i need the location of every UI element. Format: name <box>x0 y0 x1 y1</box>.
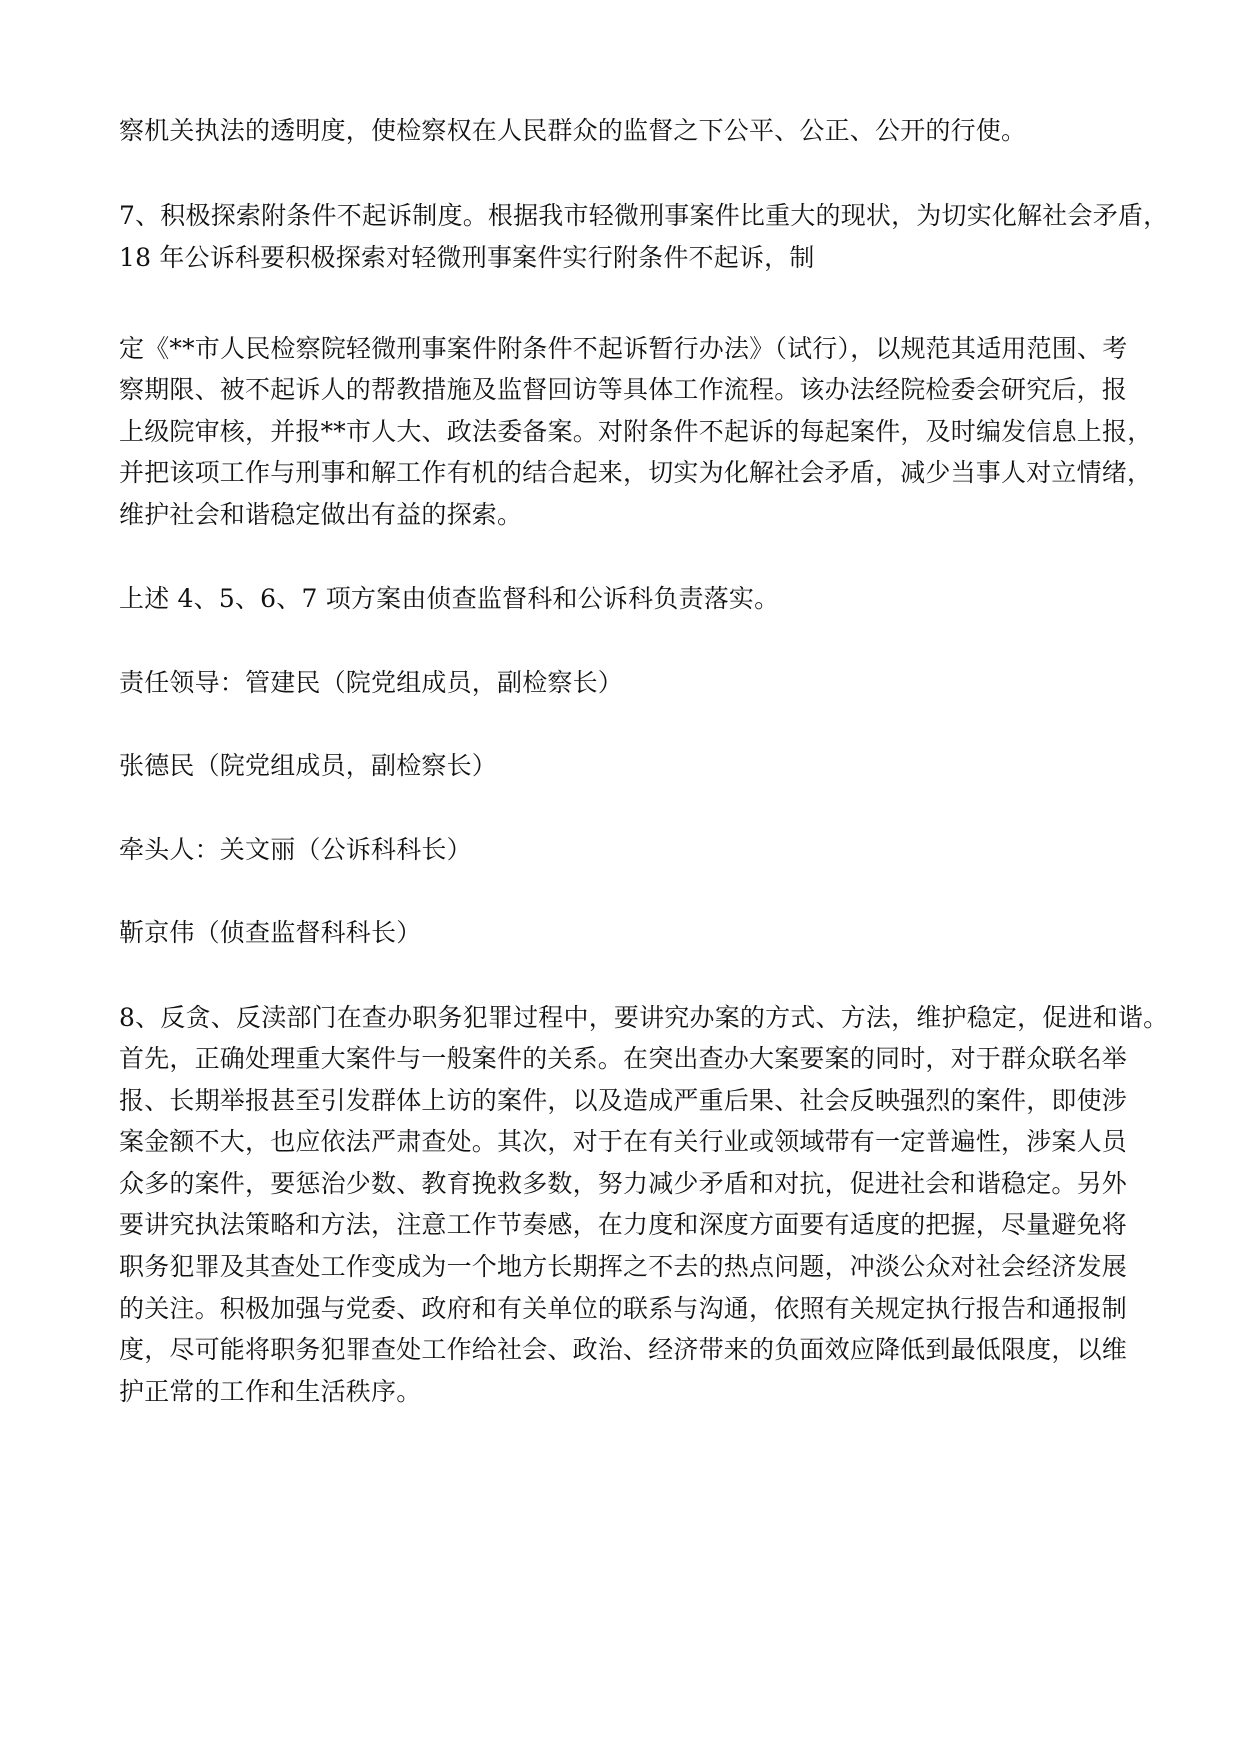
text-line: 首先，正确处理重大案件与一般案件的关系。在突出查办大案要案的同时，对于群众联名举 <box>119 1044 1128 1073</box>
text-line: 8、反贪、反渎部门在查办职务犯罪过程中，要讲究办案的方式、方法，维护稳定，促进和谐。 <box>119 1003 1169 1032</box>
text-line: 职务犯罪及其查处工作变成为一个地方长期挥之不去的热点问题，冲淡公众对社会经济发展 <box>119 1252 1128 1281</box>
text-line: 并把该项工作与刑事和解工作有机的结合起来，切实为化解社会矛盾，减少当事人对立情绪， <box>119 458 1153 487</box>
text-line: 察机关执法的透明度，使检察权在人民群众的监督之下公平、公正、公开的行使。 <box>119 116 1027 145</box>
text-line: 众多的案件，要惩治少数、教育挽救多数，努力减少矛盾和对抗，促进社会和谐稳定。另外 <box>119 1169 1128 1198</box>
text-line: 定《**市人民检察院轻微刑事案件附条件不起诉暂行办法》（试行），以规范其适用范围、考 <box>119 334 1128 363</box>
text-line: 维护社会和谐稳定做出有益的探索。 <box>119 500 523 529</box>
text-line: 护正常的工作和生活秩序。 <box>119 1377 422 1406</box>
text-line: 18 年公诉科要积极探索对轻微刑事案件实行附条件不起诉，制 <box>119 243 815 272</box>
text-line: 的关注。积极加强与党委、政府和有关单位的联系与沟通，依照有关规定执行报告和通报制 <box>119 1294 1128 1323</box>
text-line: 张德民（院党组成员，副检察长） <box>119 751 498 780</box>
text-line: 度，尽可能将职务犯罪查处工作给社会、政治、经济带来的负面效应降低到最低限度，以维 <box>119 1335 1128 1364</box>
text-line: 7、积极探索附条件不起诉制度。根据我市轻微刑事案件比重大的现状，为切实化解社会矛盾， <box>119 201 1169 230</box>
text-line: 报、长期举报甚至引发群体上访的案件，以及造成严重后果、社会反映强烈的案件，即使涉 <box>119 1086 1128 1115</box>
text-line: 靳京伟（侦查监督科科长） <box>119 918 422 947</box>
text-line: 上级院审核，并报**市人大、政法委备案。对附条件不起诉的每起案件，及时编发信息上报， <box>119 417 1153 446</box>
text-line: 牵头人：关文丽（公诉科科长） <box>119 835 472 864</box>
text-line: 责任领导：管建民（院党组成员，副检察长） <box>119 668 624 697</box>
text-line: 察期限、被不起诉人的帮教措施及监督回访等具体工作流程。该办法经院检委会研究后，报 <box>119 375 1128 404</box>
text-line: 上述 4、5、6、7 项方案由侦查监督科和公诉科负责落实。 <box>119 584 780 613</box>
text-line: 案金额不大，也应依法严肃查处。其次，对于在有关行业或领域带有一定普遍性，涉案人员 <box>119 1127 1128 1156</box>
text-line: 要讲究执法策略和方法，注意工作节奏感，在力度和深度方面要有适度的把握，尽量避免将 <box>119 1210 1128 1239</box>
